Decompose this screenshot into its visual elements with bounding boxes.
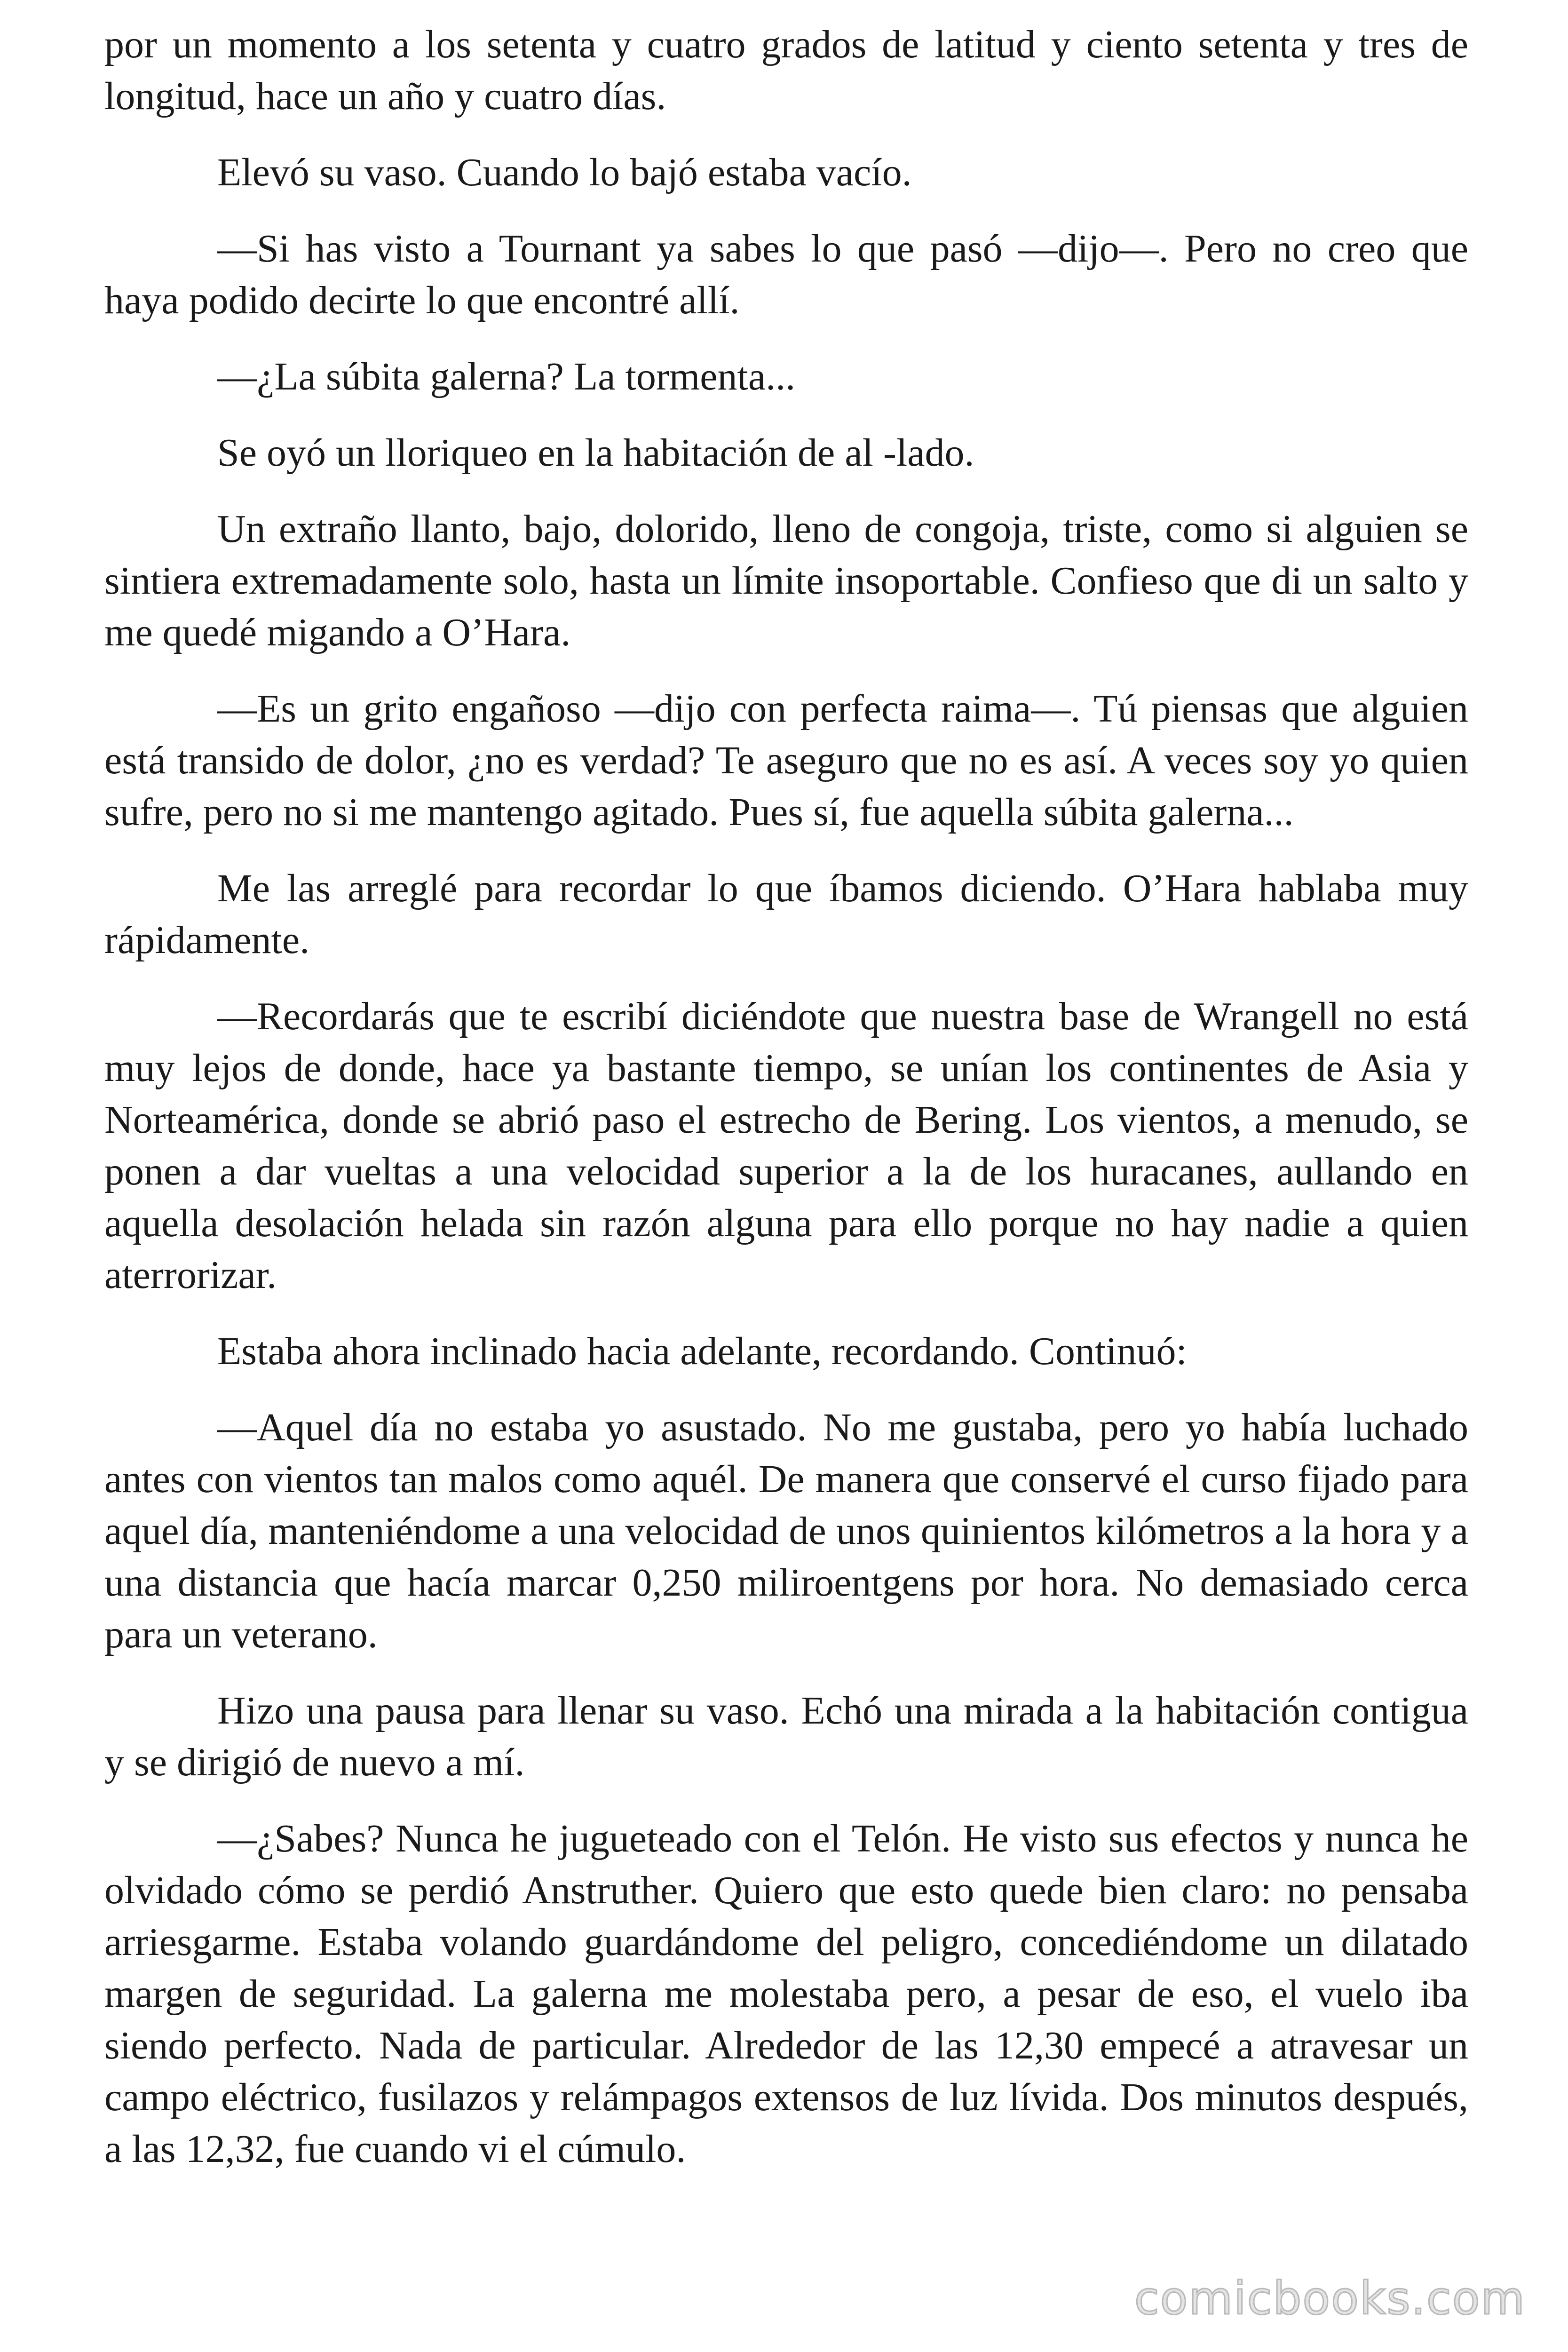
- paragraph: —Recordarás que te escribí diciéndote que nuestra base de Wrangell no está muy lejos de donde, hace ya bastante tiempo, se unían los continentes de Asia y Norteamérica, donde se abrió paso el estrecho de Bering. Los vientos, a menudo, se ponen a dar vueltas a una velocidad superior a la de los huracanes, aullando en aquella desolación helada sin razón alguna para ello porque no hay nadie a quien aterrorizar.: [104, 994, 1468, 1297]
- paragraph: Me las arreglé para recordar lo que íbamos diciendo. O’Hara hablaba muy rápidamente.: [104, 866, 1468, 962]
- paragraph-continuation: por un momento a los setenta y cuatro grados de latitud y ciento setenta y tres de longitud, hace un año y cuatro días.: [104, 23, 1468, 118]
- body-text: [104, 19, 1468, 2200]
- paragraph: —¿Sabes? Nunca he jugueteado con el Telón. He visto sus efectos y nunca he olvidado cómo se perdió Anstruther. Quiero que esto quede bien claro: no pensaba arriesgarme. Estaba volando guardándome del peligro, concediéndome un dilatado margen de seguridad. La galerna me molestaba pero, a pesar de eso, el vuelo iba siendo perfecto. Nada de particular. Alrededor de las 12,30 empecé a atravesar un campo eléctrico, fusilazos y relámpagos extensos de luz lívida. Dos minutos después, a las 12,32, fue cuando vi el cúmulo.: [104, 1817, 1468, 2171]
- paragraph: Hizo una pausa para llenar su vaso. Echó una mirada a la habitación contigua y se dirigió de nuevo a mí.: [104, 1689, 1468, 1784]
- paragraph: —Si has visto a Tournant ya sabes lo que pasó —dijo—. Pero no creo que haya podido decirte lo que encontré allí.: [104, 227, 1468, 322]
- paragraph: Estaba ahora inclinado hacia adelante, recordando. Continuó:: [217, 1329, 1187, 1373]
- paragraph: Un extraño llanto, bajo, dolorido, lleno de congoja, triste, como si alguien se sintiera extremadamente solo, hasta un límite insoportable. Confieso que di un salto y me quedé migando a O’Hara.: [104, 507, 1468, 654]
- paragraph: —Es un grito engañoso —dijo con perfecta raima—. Tú piensas que alguien está transido de dolor, ¿no es verdad? Te aseguro que no es así. A veces soy yo quien sufre, pero no si me mantengo agitado. Pues sí, fue aquella súbita galerna...: [104, 687, 1468, 834]
- paragraph: —Aquel día no estaba yo asustado. No me gustaba, pero yo había luchado antes con vientos tan malos como aquél. De manera que conservé el curso fijado para aquel día, manteniéndome a una velocidad de unos quinientos kilómetros a la hora y a una distancia que hacía marcar 0,250 miliroentgens por hora. No demasiado cerca para un veterano.: [104, 1406, 1468, 1656]
- site-watermark: comicbooks.com: [1134, 2272, 1526, 2325]
- paragraph: —¿La súbita galerna? La tormenta...: [217, 355, 796, 398]
- paragraph: Elevó su vaso. Cuando lo bajó estaba vacío.: [217, 151, 912, 194]
- paragraph: Se oyó un lloriqueo en la habitación de al -lado.: [217, 431, 974, 475]
